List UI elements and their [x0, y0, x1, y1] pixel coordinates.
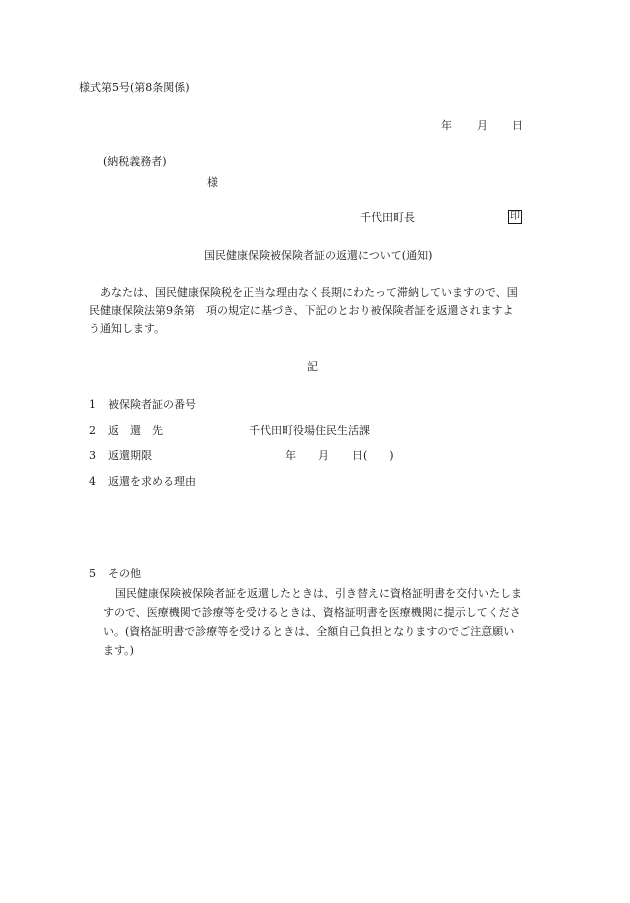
- item-number: 3: [89, 449, 96, 462]
- recipient-honorific: 様: [207, 176, 218, 189]
- item-value: 千代田町役場住民生活課: [249, 424, 370, 437]
- other-line: い。(資格証明書で診療等を受けるときは、全額自己負担となりますのでご注意願い: [103, 625, 515, 638]
- recipient-role: (納税義務者): [103, 155, 167, 168]
- item-number: 5: [89, 567, 96, 580]
- deadline-year-label: 年: [285, 449, 296, 462]
- body-line: あなたは、国民健康保険税を正当な理由なく長期にわたって滞納していますので、国: [100, 286, 518, 299]
- item-number: 2: [89, 424, 96, 437]
- item-label: 被保険者証の番号: [108, 398, 196, 411]
- other-line: すので、医療機関で診療等を受けるときは、資格証明書を医療機関に提示してくださ: [103, 606, 521, 619]
- date-year-label: 年: [441, 119, 452, 132]
- body-line: う通知します。: [89, 322, 166, 335]
- date-day-label: 日: [512, 119, 523, 132]
- item-label: 返還を求める理由: [108, 475, 196, 488]
- item-label: 返還期限: [108, 449, 152, 462]
- form-number: 様式第5号(第8条関係): [79, 81, 190, 94]
- other-line: 国民健康保険被保険者証を返還したときは、引き替えに資格証明書を交付いたしま: [115, 587, 522, 600]
- item-label: 返 還 先: [108, 424, 163, 437]
- document-title: 国民健康保険被保険者証の返還について(通知): [204, 249, 433, 262]
- seal-stamp: 印: [510, 211, 520, 222]
- deadline-month-label: 月: [318, 449, 329, 462]
- body-line: 民健康保険法第9条第 項の規定に基づき、下記のとおり被保険者証を返還されますよ: [89, 304, 514, 317]
- item-number: 4: [89, 475, 96, 488]
- item-number: 1: [89, 398, 96, 411]
- item-label: その他: [108, 567, 141, 580]
- ki-heading: 記: [307, 360, 318, 373]
- other-line: ます。): [103, 644, 134, 657]
- deadline-day-label: 日( ): [352, 449, 394, 462]
- date-month-label: 月: [477, 119, 488, 132]
- issuer-title: 千代田町長: [360, 211, 415, 224]
